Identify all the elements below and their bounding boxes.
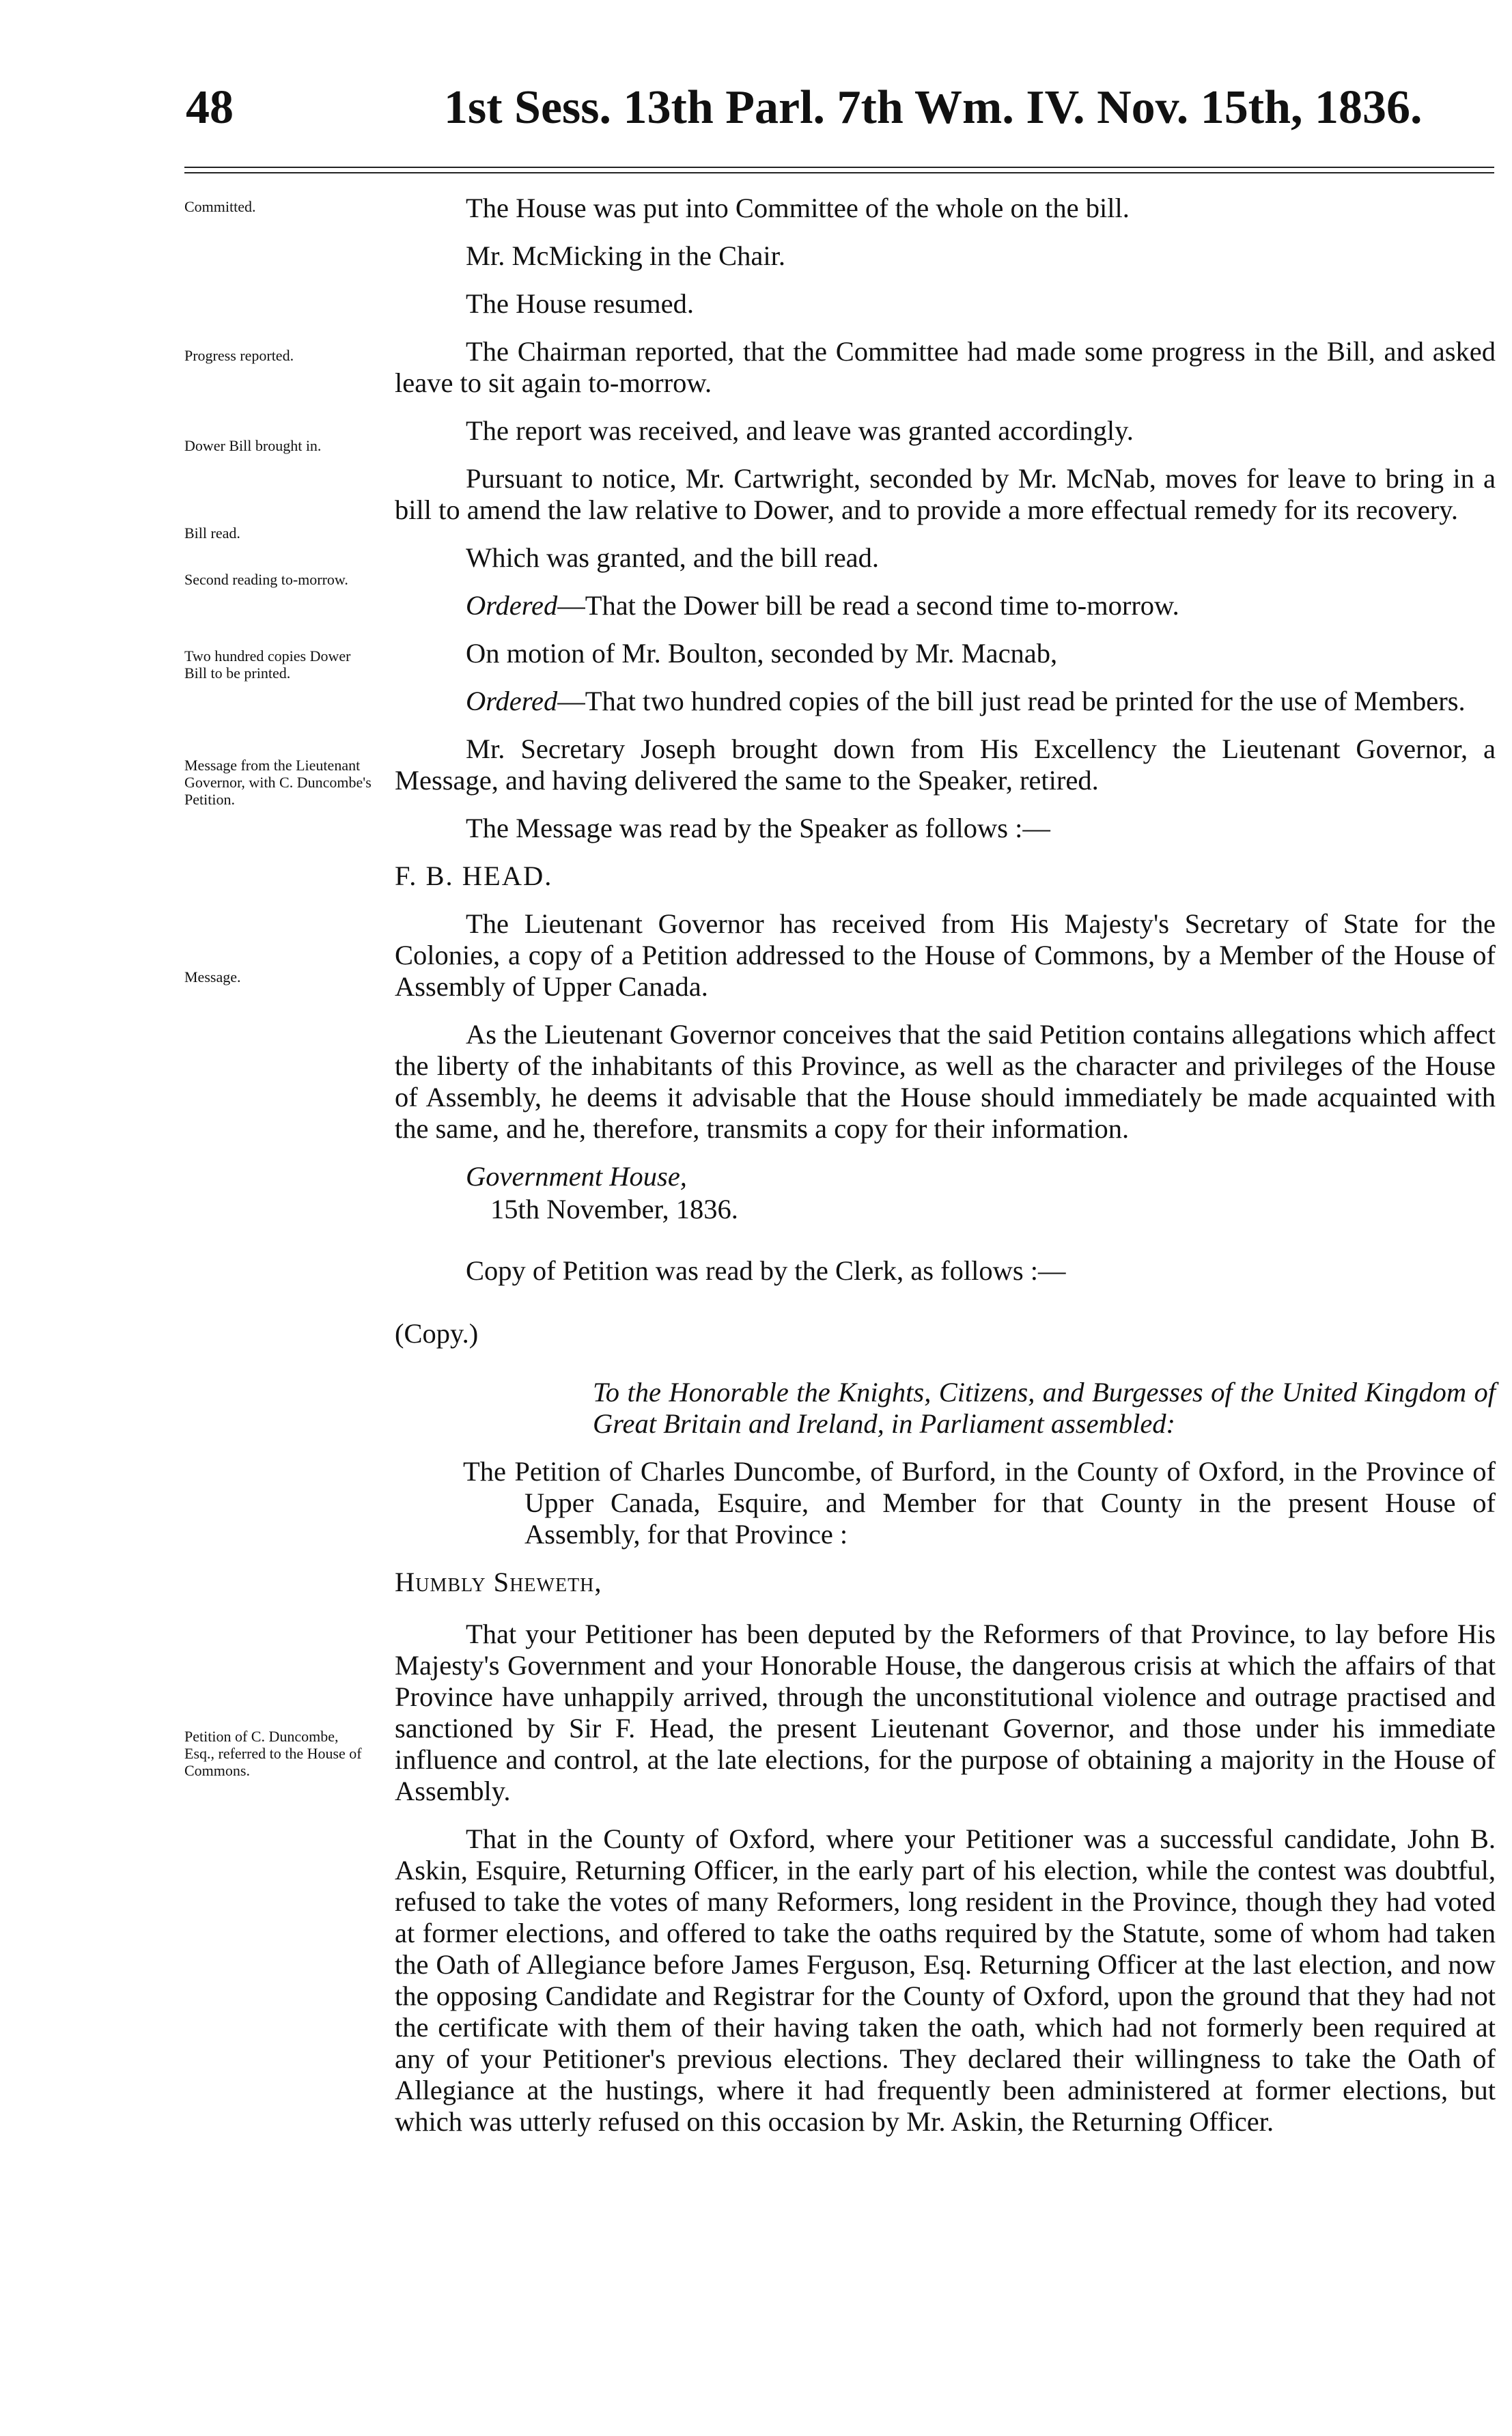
- margin-note-bill-read: Bill read.: [184, 524, 240, 542]
- petition-paragraph: That your Petitioner has been deputed by the Reformers of that Province, to lay before His Majesty's Government and your Honorable House, the dangerous crisis at which the affairs of that Province have unhappily arrived, through the unconstitutional violence and outrage practised and sanctioned by Sir F. Head, the present Lieutenant Governor, and those under his immediate influence and control, at the late elections, for the purpose of obtaining a majority in the House of Assembly.: [395, 1619, 1496, 1806]
- paragraph: The House was put into Committee of the whole on the bill.: [466, 193, 1130, 223]
- paragraph: Ordered—That the Dower bill be read a second time to-morrow.: [466, 590, 1179, 621]
- page-number: 48: [186, 81, 234, 134]
- paragraph: Ordered—That two hundred copies of the bill just read be printed for the use of Members.: [466, 686, 1466, 716]
- petition-paragraph: That in the County of Oxford, where your Petitioner was a successful candidate, John B. Askin, Esquire, Returning Officer, in the early part of his election, while the contest was doubtful, refused to take the votes of many Reformers, long resident in the Province, though they had voted at former elections, and offered to take the oaths required by the Statute, some of whom had taken the Oath of Allegiance before James Ferguson, Esq. Returning Officer at the last election, and now the opposing Candidate and Registrar for the County of Oxford, upon the ground that they had not the certificate with them of their having taken the oath, which had not formerly been required at any of your Petitioner's previous elections. They declared their willingness to take the Oath of Allegiance at the hustings, where it had frequently been administered at former elections, but which was utterly refused on this occasion by Mr. Askin, the Returning Officer.: [395, 1823, 1496, 2137]
- running-header: 1st Sess. 13th Parl. 7th Wm. IV. Nov. 15th, 1836.: [444, 81, 1423, 134]
- header-rule-top: [184, 167, 1494, 168]
- paragraph: Mr. McMicking in the Chair.: [466, 240, 785, 271]
- margin-note-message-from: Message from the Lieutenant Governor, with C. Duncombe's Petition.: [184, 757, 372, 808]
- margin-note-second-reading: Second reading to-morrow.: [184, 571, 348, 588]
- header-rule-bottom: [184, 172, 1494, 173]
- message-paragraph: As the Lieutenant Governor conceives that the said Petition contains allegations which affect the liberty of the inhabitants of this Province, as well as the character and privileges of the House of Assembly, he deems it advisable that the House should immediately be made acquainted with the same, and he, therefore, transmits a copy for their information.: [395, 1019, 1496, 1144]
- paragraph: Which was granted, and the bill read.: [466, 542, 880, 573]
- margin-note-dower-bill: Dower Bill brought in.: [184, 437, 322, 454]
- paragraph: Copy of Petition was read by the Clerk, as follows :—: [466, 1255, 1066, 1286]
- ordered-label: Ordered: [466, 590, 558, 621]
- margin-note-progress: Progress reported.: [184, 347, 294, 364]
- margin-note-copies: Two hundred copies Dower Bill to be printed.: [184, 647, 351, 682]
- main-text: [395, 193, 1496, 2154]
- ordered-label: Ordered: [466, 686, 558, 716]
- margin-note-message: Message.: [184, 968, 241, 985]
- date-line: 15th November, 1836.: [490, 1194, 738, 1224]
- paragraph: The Message was read by the Speaker as follows :—: [466, 813, 1050, 843]
- message-paragraph: The Lieutenant Governor has received from His Majesty's Secretary of State for the Colonies, a copy of a Petition addressed to the House of Commons, by a Member of the House of Assembly of Upper Canada.: [395, 908, 1496, 1002]
- signature: F. B. HEAD.: [395, 860, 553, 891]
- place-line: Government House,: [466, 1161, 687, 1192]
- petition-of: The Petition of Charles Duncombe, of Burford, in the County of Oxford, in the Province of Upper Canada, Esquire, and Member for that County in the present House of Assembly, for that Province :: [463, 1456, 1496, 1550]
- paragraph: Mr. Secretary Joseph brought down from His Excellency the Lieutenant Governor, a Message, and having delivered the same to the Speaker, retired.: [395, 733, 1496, 796]
- paragraph: Pursuant to notice, Mr. Cartwright, seconded by Mr. McNab, moves for leave to bring in a bill to amend the law relative to Dower, and to provide a more effectual remedy for its recovery.: [395, 463, 1496, 525]
- margin-note-committed: Committed.: [184, 198, 256, 215]
- margin-note-petition: Petition of C. Duncombe, Esq., referred to the House of Commons.: [184, 1728, 362, 1779]
- copy-label: (Copy.): [395, 1318, 479, 1349]
- paragraph: The report was received, and leave was granted accordingly.: [466, 415, 1134, 446]
- humbly-sheweth: Humbly Sheweth,: [395, 1567, 602, 1597]
- paragraph: On motion of Mr. Boulton, seconded by Mr. Macnab,: [466, 638, 1058, 669]
- paragraph: The Chairman reported, that the Committee had made some progress in the Bill, and asked leave to sit again to-morrow.: [395, 336, 1496, 398]
- petition-address: To the Honorable the Knights, Citizens, and Burgesses of the United Kingdom of Great Britain and Ireland, in Parliament assembled:: [593, 1377, 1496, 1439]
- paragraph: The House resumed.: [466, 288, 695, 319]
